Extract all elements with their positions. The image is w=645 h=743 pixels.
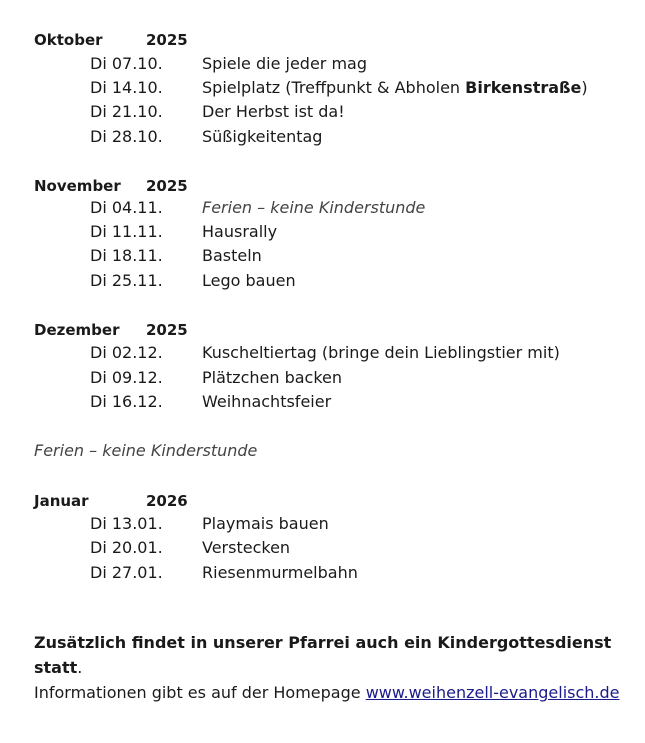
month-name: Januar — [34, 492, 89, 510]
entry-text-bold: Birkenstraße — [465, 78, 582, 97]
month-name: Oktober — [34, 31, 103, 49]
month-year: 2026 — [146, 492, 188, 510]
entry-date: Di 21.10. — [90, 102, 163, 121]
month-heading-dezember — [34, 321, 188, 339]
entry-date: Di 28.10. — [90, 127, 163, 146]
month-name: November — [34, 177, 121, 195]
entry-text-group — [202, 78, 588, 98]
month-heading-januar — [34, 492, 188, 510]
entry-text-after: ) — [581, 78, 588, 97]
footer-info — [34, 630, 624, 705]
entry-date: Di 27.01. — [90, 563, 163, 582]
entry-text: Spiele die jeder mag — [202, 54, 368, 73]
homepage-link[interactable]: www.weihenzell-evangelisch.de — [365, 683, 620, 702]
month-year: 2025 — [146, 177, 188, 195]
entry-text: Hausrally — [202, 222, 278, 241]
holiday-note: Ferien – keine Kinderstunde — [34, 441, 258, 460]
entry-text: Basteln — [202, 246, 262, 265]
month-year: 2025 — [146, 31, 188, 49]
entry-date: Di 07.10. — [90, 54, 163, 73]
footer-bold-text: Zusätzlich findet in unserer Pfarrei auch ein Kindergottesdienst statt — [34, 633, 612, 677]
month-name: Dezember — [34, 321, 120, 339]
footer-info-text: Informationen gibt es auf der Homepage — [34, 683, 366, 702]
entry-date: Di 20.01. — [90, 538, 163, 557]
month-heading-oktober — [34, 31, 188, 49]
month-year: 2025 — [146, 321, 188, 339]
entry-text: Weihnachtsfeier — [202, 392, 332, 411]
entry-text: Lego bauen — [202, 271, 296, 290]
entry-date: Di 02.12. — [90, 343, 163, 362]
entry-date: Di 16.12. — [90, 392, 163, 411]
entry-text: Spielplatz (Treffpunkt & Abholen — [202, 78, 466, 97]
footer-period: . — [77, 658, 83, 677]
entry-date: Di 13.01. — [90, 514, 163, 533]
entry-date: Di 09.12. — [90, 368, 163, 387]
entry-text: Plätzchen backen — [202, 368, 343, 387]
month-heading-november — [34, 177, 188, 195]
entry-date: Di 14.10. — [90, 78, 163, 97]
entry-date: Di 18.11. — [90, 246, 163, 265]
entry-text: Kuscheltiertag (bringe dein Lieblingstier mit) — [202, 343, 560, 362]
entry-date: Di 11.11. — [90, 222, 163, 241]
entry-text: Playmais bauen — [202, 514, 329, 533]
entry-text: Riesenmurmelbahn — [202, 563, 358, 582]
entry-text: Süßigkeitentag — [202, 127, 323, 146]
entry-date: Di 04.11. — [90, 198, 163, 217]
entry-text: Verstecken — [202, 538, 291, 557]
entry-text: Der Herbst ist da! — [202, 102, 345, 121]
entry-text: Ferien – keine Kinderstunde — [202, 198, 426, 217]
entry-date: Di 25.11. — [90, 271, 163, 290]
